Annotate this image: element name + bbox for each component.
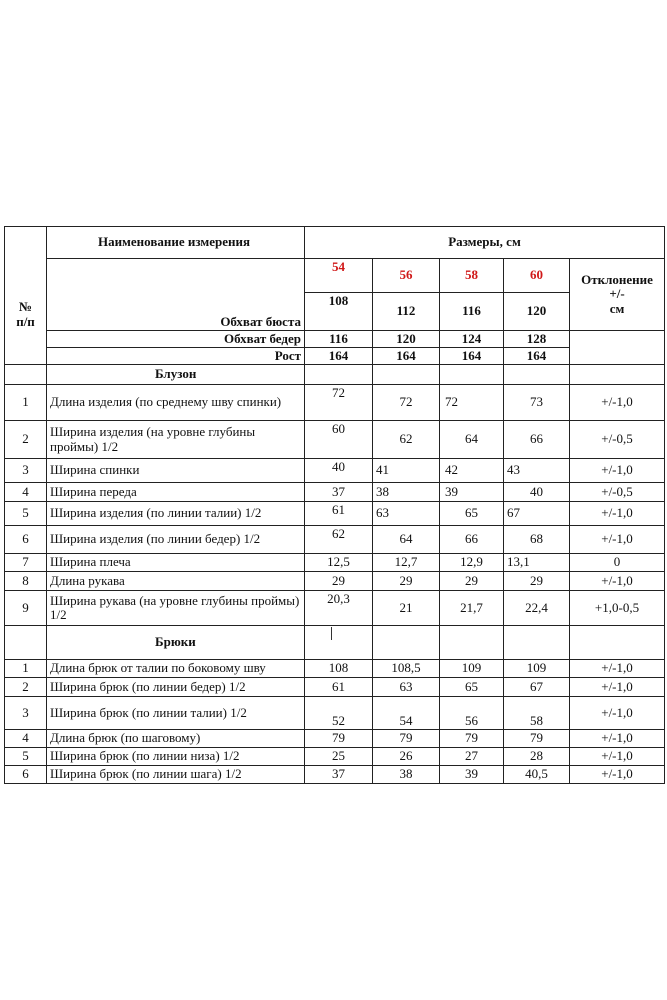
value-56: 62: [373, 421, 440, 459]
num-label-1: №: [18, 299, 33, 315]
row-number: 3: [5, 697, 47, 730]
section-empty-cell: [570, 365, 665, 385]
value-54: 108: [305, 660, 373, 678]
value-58: 65: [440, 678, 504, 697]
bust-value-58: 116: [440, 293, 504, 331]
value-56: 108,5: [373, 660, 440, 678]
row-number: 7: [5, 554, 47, 572]
height-label: Рост: [47, 348, 305, 365]
measurement-name: Ширина брюк (по линии шага) 1/2: [47, 766, 305, 784]
table-row: [5, 554, 665, 572]
height-value-54: 164: [305, 348, 373, 365]
table-row: [5, 385, 665, 421]
value-54: 61: [305, 502, 373, 526]
measurement-name: Ширина изделия (на уровне глубины проймы) 1/2: [47, 421, 305, 459]
measurement-name: Длина изделия (по среднему шву спинки): [47, 385, 305, 421]
measurement-name: Ширина спинки: [47, 459, 305, 483]
value-54: 37: [305, 483, 373, 502]
measurement-name: Ширина изделия (по линии бедер) 1/2: [47, 526, 305, 554]
row-number: 9: [5, 591, 47, 626]
value-56: 38: [373, 483, 440, 502]
deviation-label-1: Отклонение: [581, 272, 653, 288]
table-row: [5, 730, 665, 748]
value-58: 56: [440, 697, 504, 730]
deviation-value: +1,0-0,5: [570, 591, 665, 626]
row-number: 2: [5, 678, 47, 697]
size-chart-table: [4, 226, 665, 784]
table-row: [5, 502, 665, 526]
value-58: 21,7: [440, 591, 504, 626]
table-row: [5, 421, 665, 459]
row-number: 6: [5, 526, 47, 554]
size-54: 54: [305, 259, 373, 293]
value-58: 39: [440, 766, 504, 784]
height-row: [5, 348, 665, 365]
section-title-row: [5, 626, 665, 660]
value-56: 63: [373, 678, 440, 697]
value-60: 73: [504, 385, 570, 421]
value-58: 66: [440, 526, 504, 554]
value-58: 109: [440, 660, 504, 678]
value-54: 62: [305, 526, 373, 554]
bust-value-54: 108: [305, 293, 373, 331]
section-empty-cell: [440, 365, 504, 385]
deviation-header-spacer: [570, 331, 665, 365]
value-60: 67: [504, 502, 570, 526]
value-56: 41: [373, 459, 440, 483]
section-empty-cell: [305, 626, 373, 660]
value-60: 43: [504, 459, 570, 483]
measurement-name: Ширина брюк (по линии бедер) 1/2: [47, 678, 305, 697]
deviation-value: +/-0,5: [570, 483, 665, 502]
deviation-value: +/-1,0: [570, 526, 665, 554]
value-60: 68: [504, 526, 570, 554]
section-title-spacer: [5, 365, 47, 385]
section-empty-cell: [504, 626, 570, 660]
height-value-60: 164: [504, 348, 570, 365]
value-54: 29: [305, 572, 373, 591]
value-58: 72: [440, 385, 504, 421]
measurement-name: Длина брюк (по шаговому): [47, 730, 305, 748]
row-number: 3: [5, 459, 47, 483]
value-56: 21: [373, 591, 440, 626]
deviation-value: +/-1,0: [570, 459, 665, 483]
deviation-value: +/-1,0: [570, 730, 665, 748]
value-60: 22,4: [504, 591, 570, 626]
value-56: 63: [373, 502, 440, 526]
bust-value-60: 120: [504, 293, 570, 331]
value-58: 12,9: [440, 554, 504, 572]
header-row-2: [5, 259, 665, 293]
value-60: 66: [504, 421, 570, 459]
value-58: 79: [440, 730, 504, 748]
row-number: 1: [5, 385, 47, 421]
hips-value-54: 116: [305, 331, 373, 348]
value-60: 67: [504, 678, 570, 697]
value-58: 27: [440, 748, 504, 766]
value-54: 25: [305, 748, 373, 766]
value-54: 40: [305, 459, 373, 483]
section-empty-cell: [440, 626, 504, 660]
value-56: 64: [373, 526, 440, 554]
deviation-value: +/-1,0: [570, 748, 665, 766]
value-54: 79: [305, 730, 373, 748]
size-56: 56: [373, 259, 440, 293]
row-number: 5: [5, 748, 47, 766]
value-58: 42: [440, 459, 504, 483]
height-value-56: 164: [373, 348, 440, 365]
value-54: 20,3: [305, 591, 373, 626]
measurement-name: Ширина брюк (по линии талии) 1/2: [47, 697, 305, 730]
table-row: [5, 766, 665, 784]
value-58: 29: [440, 572, 504, 591]
deviation-value: +/-1,0: [570, 572, 665, 591]
value-58: 39: [440, 483, 504, 502]
measurement-name: Ширина изделия (по линии талии) 1/2: [47, 502, 305, 526]
size-chart-sheet: [4, 226, 664, 784]
value-54: 12,5: [305, 554, 373, 572]
row-number: 4: [5, 730, 47, 748]
height-value-58: 164: [440, 348, 504, 365]
section-empty-cell: [373, 626, 440, 660]
table-row: [5, 459, 665, 483]
value-60: 28: [504, 748, 570, 766]
hips-value-56: 120: [373, 331, 440, 348]
table-row: [5, 526, 665, 554]
hips-label: Обхват бедер: [47, 331, 305, 348]
section-title-blouson: Блузон: [47, 365, 305, 385]
row-number: 5: [5, 502, 47, 526]
row-number: 6: [5, 766, 47, 784]
measurement-name: Ширина брюк (по линии низа) 1/2: [47, 748, 305, 766]
value-54: 37: [305, 766, 373, 784]
measurement-name: Ширина переда: [47, 483, 305, 502]
deviation-label-2: +/-: [609, 286, 625, 302]
measurement-name: Длина брюк от талии по боковому шву: [47, 660, 305, 678]
value-60: 58: [504, 697, 570, 730]
value-54: 60: [305, 421, 373, 459]
deviation-value: +/-0,5: [570, 421, 665, 459]
measurement-name: Ширина рукава (на уровне глубины проймы) 1/2: [47, 591, 305, 626]
deviation-label-3: см: [609, 300, 625, 316]
value-56: 72: [373, 385, 440, 421]
row-number: 4: [5, 483, 47, 502]
number-column-header: [5, 227, 47, 365]
value-60: 40,5: [504, 766, 570, 784]
value-56: 38: [373, 766, 440, 784]
value-60: 79: [504, 730, 570, 748]
section-empty-cell: [305, 365, 373, 385]
value-54: 52: [305, 697, 373, 730]
measurement-name: Ширина плеча: [47, 554, 305, 572]
section-title-spacer: [5, 626, 47, 660]
value-54: 72: [305, 385, 373, 421]
hips-value-60: 128: [504, 331, 570, 348]
value-60: 29: [504, 572, 570, 591]
hips-value-58: 124: [440, 331, 504, 348]
section-title-row: [5, 365, 665, 385]
deviation-value: +/-1,0: [570, 678, 665, 697]
size-58: 58: [440, 259, 504, 293]
deviation-value: +/-1,0: [570, 660, 665, 678]
bust-value-56: 112: [373, 293, 440, 331]
deviation-value: 0: [570, 554, 665, 572]
section-title-trousers: Брюки: [47, 626, 305, 660]
table-row: [5, 660, 665, 678]
section-empty-cell: [373, 365, 440, 385]
value-60: 109: [504, 660, 570, 678]
value-56: 26: [373, 748, 440, 766]
section-empty-cell: [570, 626, 665, 660]
table-row: [5, 572, 665, 591]
deviation-value: +/-1,0: [570, 502, 665, 526]
row-number: 2: [5, 421, 47, 459]
value-60: 13,1: [504, 554, 570, 572]
row-number: 8: [5, 572, 47, 591]
value-58: 65: [440, 502, 504, 526]
table-row: [5, 591, 665, 626]
table-row: [5, 697, 665, 730]
header-row-1: [5, 227, 665, 259]
stray-mark-decoration: [331, 627, 332, 640]
value-58: 64: [440, 421, 504, 459]
bust-label: Обхват бюста: [47, 259, 305, 331]
sizes-column-header: Размеры, см: [305, 227, 665, 259]
size-60: 60: [504, 259, 570, 293]
num-label-2: п/п: [16, 313, 35, 329]
value-56: 29: [373, 572, 440, 591]
value-56: 54: [373, 697, 440, 730]
measurement-name: Длина рукава: [47, 572, 305, 591]
table-row: [5, 678, 665, 697]
value-60: 40: [504, 483, 570, 502]
section-empty-cell: [504, 365, 570, 385]
name-column-header: Наименование измерения: [47, 227, 305, 259]
hips-row: [5, 331, 665, 348]
deviation-value: +/-1,0: [570, 766, 665, 784]
deviation-column-header: [570, 259, 665, 331]
value-56: 12,7: [373, 554, 440, 572]
table-row: [5, 748, 665, 766]
deviation-value: +/-1,0: [570, 697, 665, 730]
table-row: [5, 483, 665, 502]
row-number: 1: [5, 660, 47, 678]
value-54: 61: [305, 678, 373, 697]
deviation-value: +/-1,0: [570, 385, 665, 421]
value-56: 79: [373, 730, 440, 748]
